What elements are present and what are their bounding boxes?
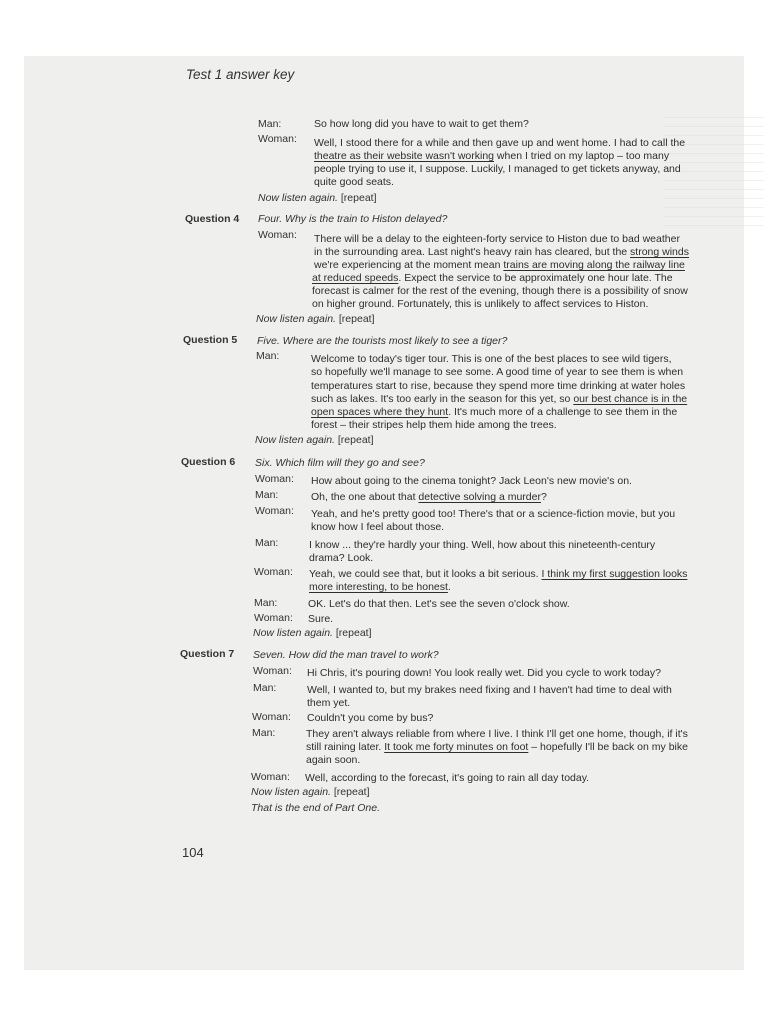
- answer-underline: at reduced speeds: [312, 272, 399, 284]
- answer-underline: open spaces where they hunt: [311, 406, 449, 418]
- listen-again-note: Now listen again. [repeat]: [253, 627, 372, 639]
- listen-again-note: Now listen again. [repeat]: [256, 313, 375, 325]
- dialogue-line: still raining later. It took me forty minutes on foot – hopefully I'll be back on my bike: [306, 741, 688, 753]
- question-label: Question 6: [181, 456, 236, 468]
- speaker-label: Woman:: [255, 473, 294, 485]
- dialogue-line: in the surrounding area. Last night's heavy rain has cleared, but the strong winds: [314, 246, 689, 258]
- dialogue-line: quite good seats.: [314, 176, 394, 188]
- dialogue-line: theatre as their website wasn't working when I tried on my laptop – too many: [314, 150, 670, 162]
- answer-underline: detective solving a murder: [418, 491, 541, 503]
- dialogue-line: so hopefully we'll manage to see some. A good time of year to see them is when: [311, 366, 684, 378]
- dialogue-line: drama? Look.: [309, 552, 374, 564]
- speaker-label: Woman:: [258, 229, 297, 241]
- speaker-label: Man:: [256, 350, 280, 362]
- question-prompt: Five. Where are the tourists most likely to see a tiger?: [257, 335, 508, 347]
- answer-underline: trains are moving along the railway line: [503, 259, 685, 271]
- dialogue-line: more interesting, to be honest.: [309, 581, 451, 593]
- question-label: Question 7: [180, 648, 235, 660]
- speaker-label: Man:: [255, 537, 279, 549]
- dialogue-line: Yeah, we could see that, but it looks a bit serious. I think my first suggestion looks: [309, 568, 688, 580]
- dialogue-line: such as lakes. It's too early in the season for this yet, so our best chance is in the: [311, 393, 688, 405]
- dialogue-line: again soon.: [306, 754, 361, 766]
- dialogue-line: Oh, the one about that detective solving a murder?: [311, 491, 547, 503]
- speaker-label: Woman:: [258, 133, 297, 145]
- answer-underline: I think my first suggestion looks: [541, 568, 688, 580]
- dialogue-line: Couldn't you come by bus?: [307, 712, 434, 724]
- answer-underline: strong winds: [630, 246, 689, 258]
- speaker-label: Man:: [255, 489, 279, 501]
- speaker-label: Man:: [252, 727, 276, 739]
- dialogue-line: Yeah, and he's pretty good too! There's that or a science-fiction movie, but you: [311, 508, 676, 520]
- answer-underline: theatre as their website wasn't working: [314, 150, 495, 162]
- speaker-label: Woman:: [254, 612, 293, 624]
- dialogue-line: How about going to the cinema tonight? Jack Leon's new movie's on.: [311, 475, 632, 487]
- listen-again-note: Now listen again. [repeat]: [251, 786, 370, 798]
- answer-underline: more interesting, to be honest: [309, 581, 448, 593]
- question-label: Question 5: [183, 334, 238, 346]
- dialogue-line: temperatures start to rise, because they spend more time drinking at water holes: [311, 380, 686, 392]
- speaker-label: Woman:: [253, 665, 292, 677]
- dialogue-line: Welcome to today's tiger tour. This is one of the best places to see wild tigers,: [311, 353, 672, 365]
- end-of-part-note: That is the end of Part One.: [251, 802, 380, 814]
- dialogue-line: I know ... they're hardly your thing. Well, how about this nineteenth-century: [309, 539, 656, 551]
- listen-again-note: Now listen again. [repeat]: [258, 192, 377, 204]
- speaker-label: Woman:: [251, 771, 290, 783]
- dialogue-line: people trying to use it, I suppose. Luckily, I managed to get tickets anyway, and: [314, 163, 681, 175]
- dialogue-line: them yet.: [307, 697, 351, 709]
- speaker-label: Woman:: [255, 505, 294, 517]
- page-title: Test 1 answer key: [186, 67, 295, 82]
- question-prompt: Six. Which film will they go and see?: [255, 457, 425, 469]
- dialogue-line: Sure.: [308, 613, 334, 625]
- answer-underline: It took me forty minutes on foot: [384, 741, 529, 753]
- dialogue-line: open spaces where they hunt. It's much more of a challenge to see them in the: [311, 406, 678, 418]
- speaker-label: Man:: [253, 682, 277, 694]
- dialogue-line: Well, I stood there for a while and then gave up and went home. I had to call the: [314, 137, 686, 149]
- page-number: 104: [182, 845, 204, 860]
- dialogue-line: So how long did you have to wait to get them?: [314, 118, 529, 130]
- dialogue-line: Well, I wanted to, but my brakes need fixing and I haven't had time to deal with: [307, 684, 672, 696]
- speaker-label: Woman:: [252, 711, 291, 723]
- answer-underline: our best chance is in the: [573, 393, 688, 405]
- question-label: Question 4: [185, 213, 240, 225]
- dialogue-line: on higher ground. Fortunately, this is unlikely to affect services to Histon.: [312, 298, 649, 310]
- speaker-label: Woman:: [254, 566, 293, 578]
- question-prompt: Seven. How did the man travel to work?: [253, 649, 439, 661]
- dialogue-line: There will be a delay to the eighteen-forty service to Histon due to bad weather: [314, 233, 680, 245]
- speaker-label: Man:: [254, 597, 278, 609]
- dialogue-line: Hi Chris, it's pouring down! You look really wet. Did you cycle to work today?: [307, 667, 661, 679]
- dialogue-line: Well, according to the forecast, it's going to rain all day today.: [305, 772, 590, 784]
- dialogue-line: at reduced speeds. Expect the service to be approximately one hour late. The: [312, 272, 673, 284]
- speaker-label: Man:: [258, 118, 282, 130]
- question-prompt: Four. Why is the train to Histon delayed?: [258, 213, 448, 225]
- dialogue-line: forest – their stripes help them hide among the trees.: [311, 419, 557, 431]
- listen-again-note: Now listen again. [repeat]: [255, 434, 374, 446]
- dialogue-line: forecast is calmer for the rest of the evening, though there is a possibility of snow: [312, 285, 688, 297]
- dialogue-line: OK. Let's do that then. Let's see the seven o'clock show.: [308, 598, 570, 610]
- dialogue-line: They aren't always reliable from where I live. I think I'll get one home, though, if it's: [306, 728, 688, 740]
- dialogue-line: we're experiencing at the moment mean trains are moving along the railway line: [314, 259, 685, 271]
- dialogue-line: know how I feel about those.: [311, 521, 445, 533]
